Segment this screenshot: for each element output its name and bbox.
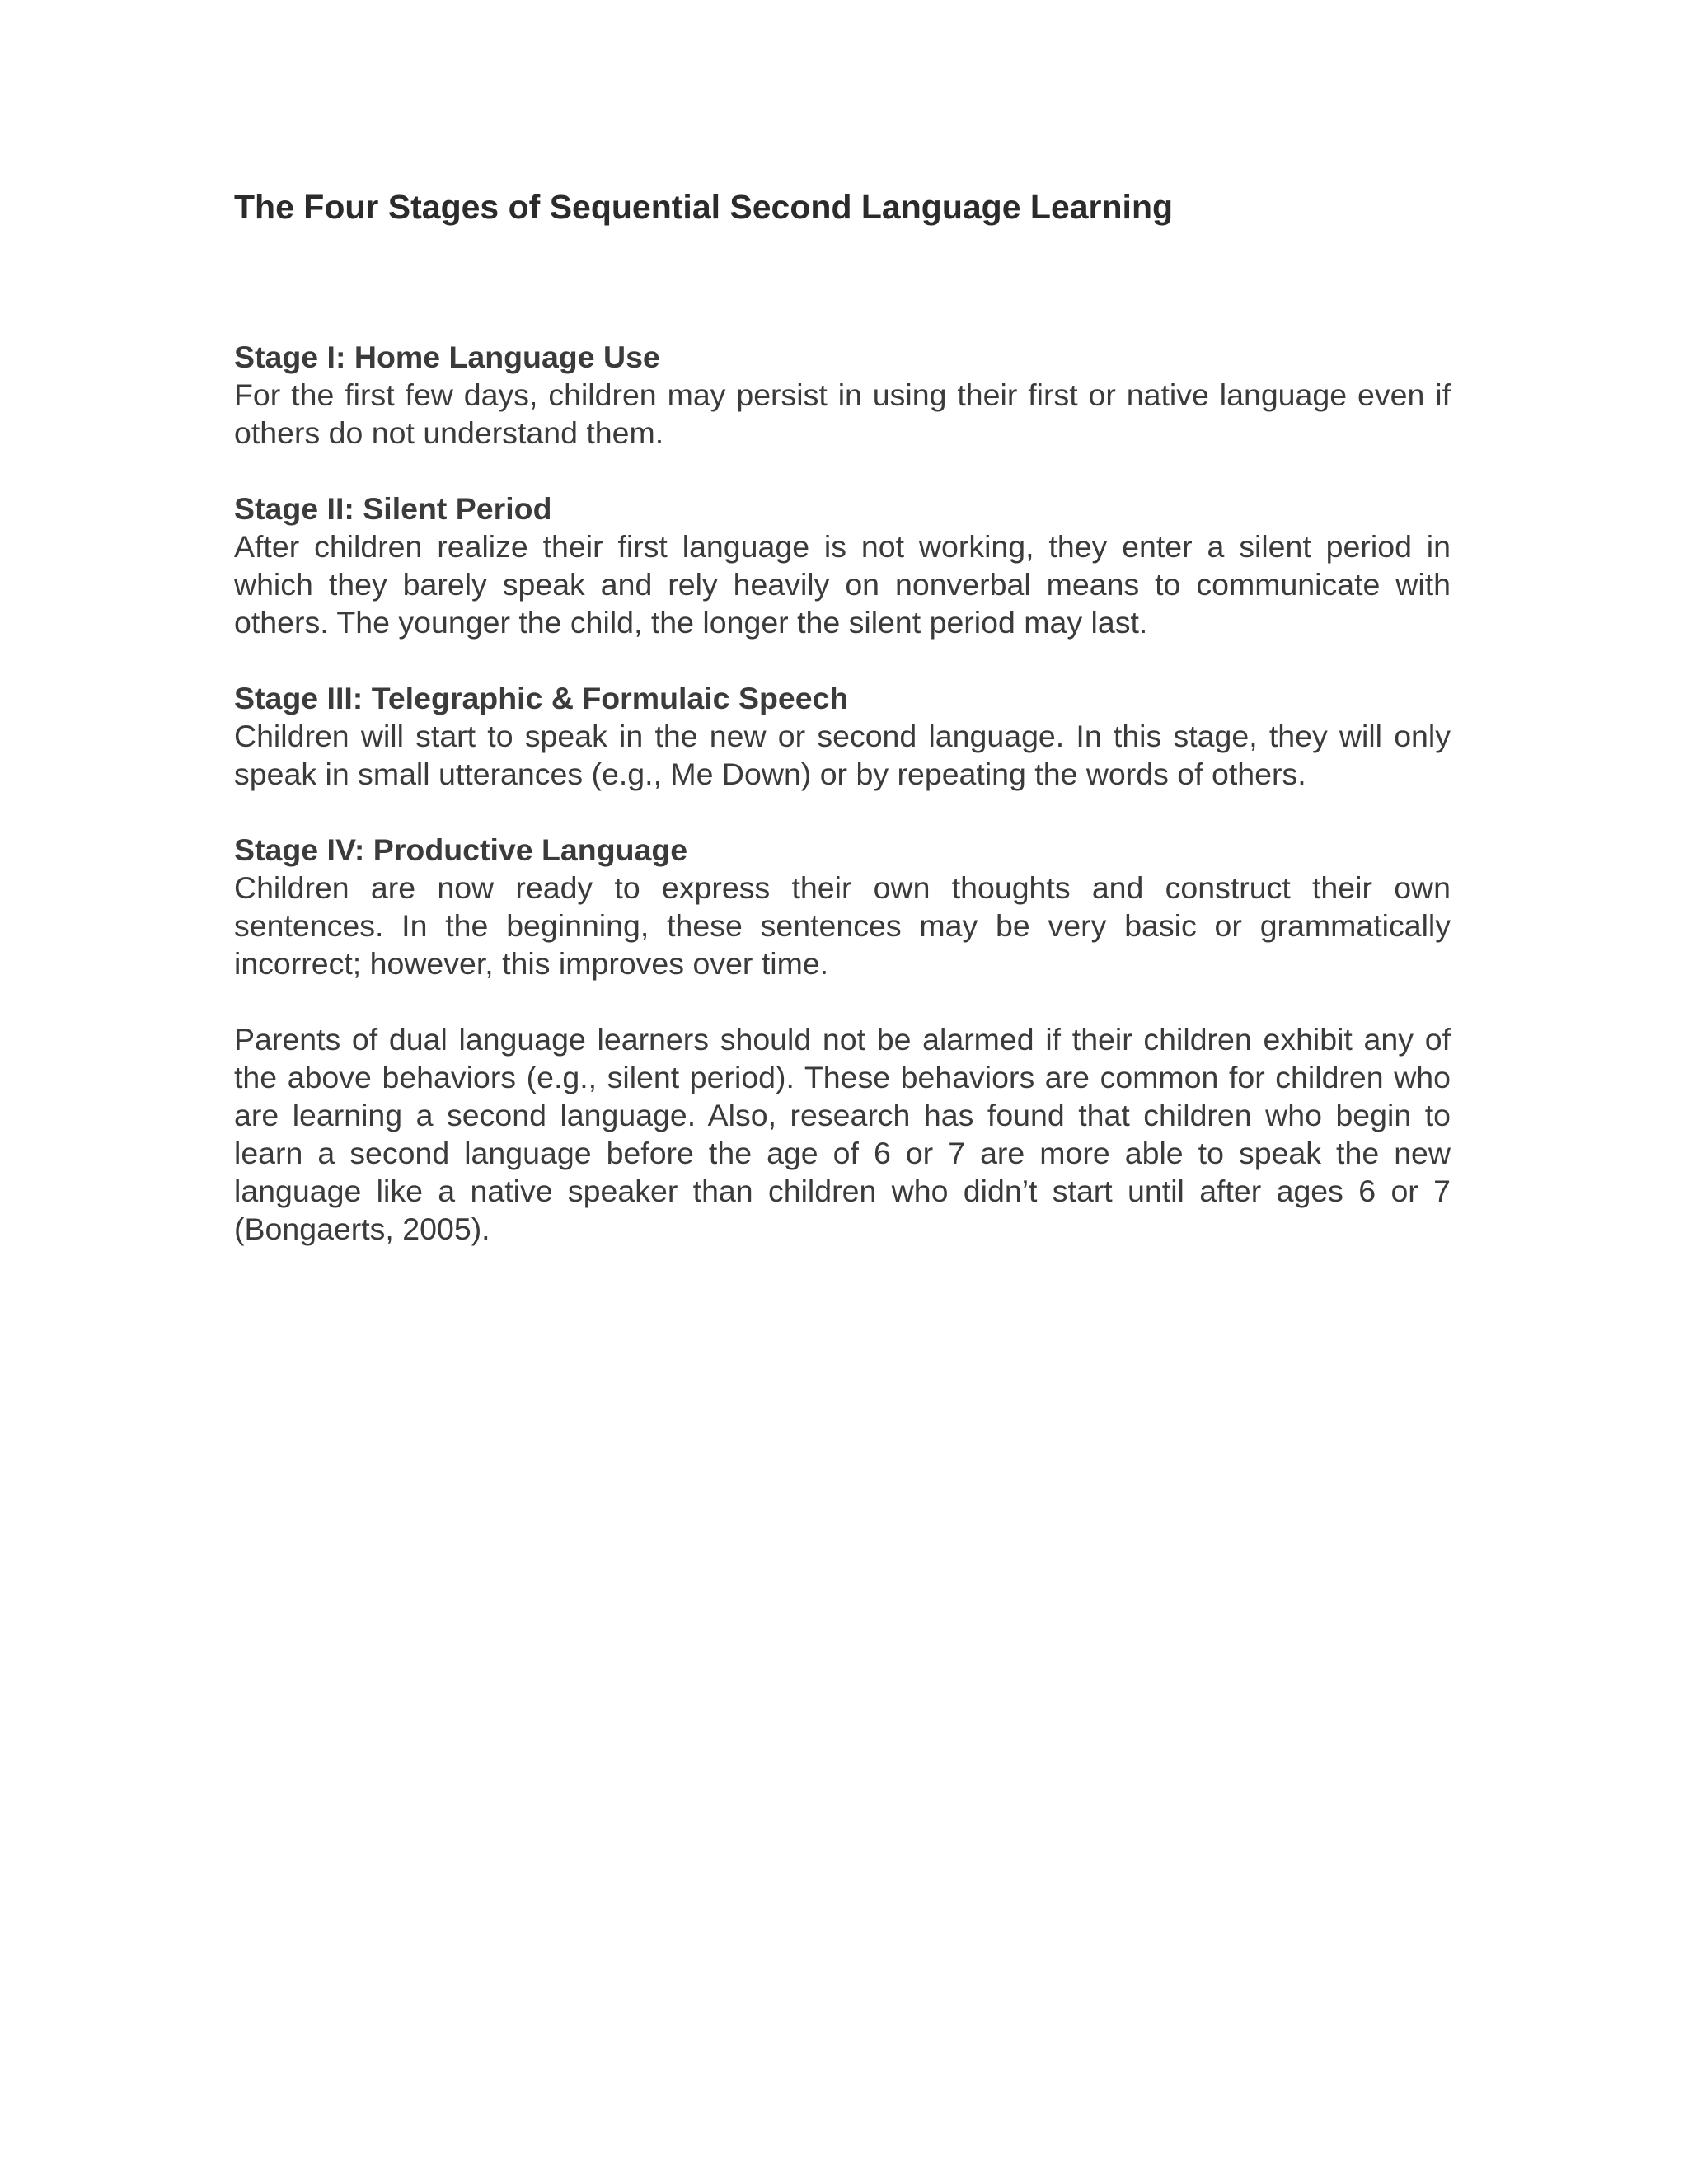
closing-paragraph: Parents of dual language learners should not be alarmed if their children exhibit any of the above behaviors (e.g., silent period). These behaviors are common for children who are learning a second language. Also, research has found that children who begin to learn a second language before the age of 6 or 7 are more able to speak the new language like a native speaker than children who didn’t start until after ages 6 or 7 (Bongaerts, 2005). [234,1022,1451,1246]
stage-2-section [234,490,1451,641]
stage-4-section [234,831,1451,982]
stage-2-body: After children realize their first language is not working, they enter a silent period in which they barely speak and rely heavily on nonverbal means to communicate with others. The younger the child, the longer the silent period may last. [234,529,1451,640]
stage-3-body: Children will start to speak in the new or second language. In this stage, they will only speak in small utterances (e.g., Me Down) or by repeating the words of others. [234,719,1451,791]
stage-1-heading: Stage I: Home Language Use [234,340,660,374]
document-title: The Four Stages of Sequential Second Language Learning [234,188,1174,226]
stages-list [234,338,1451,982]
stage-3-section [234,679,1451,793]
stage-1-section [234,338,1451,452]
stage-1-body: For the first few days, children may persist in using their first or native language even if others do not understand them. [234,377,1451,450]
stage-4-heading: Stage IV: Productive Language [234,832,688,867]
document-content [234,186,1451,1248]
stage-4-body: Children are now ready to express their own thoughts and construct their own sentences. In the beginning, these sentences may be very basic or grammatically incorrect; however, this improves over time. [234,870,1451,981]
stage-2-heading: Stage II: Silent Period [234,491,552,526]
stage-3-heading: Stage III: Telegraphic & Formulaic Speech [234,681,849,715]
